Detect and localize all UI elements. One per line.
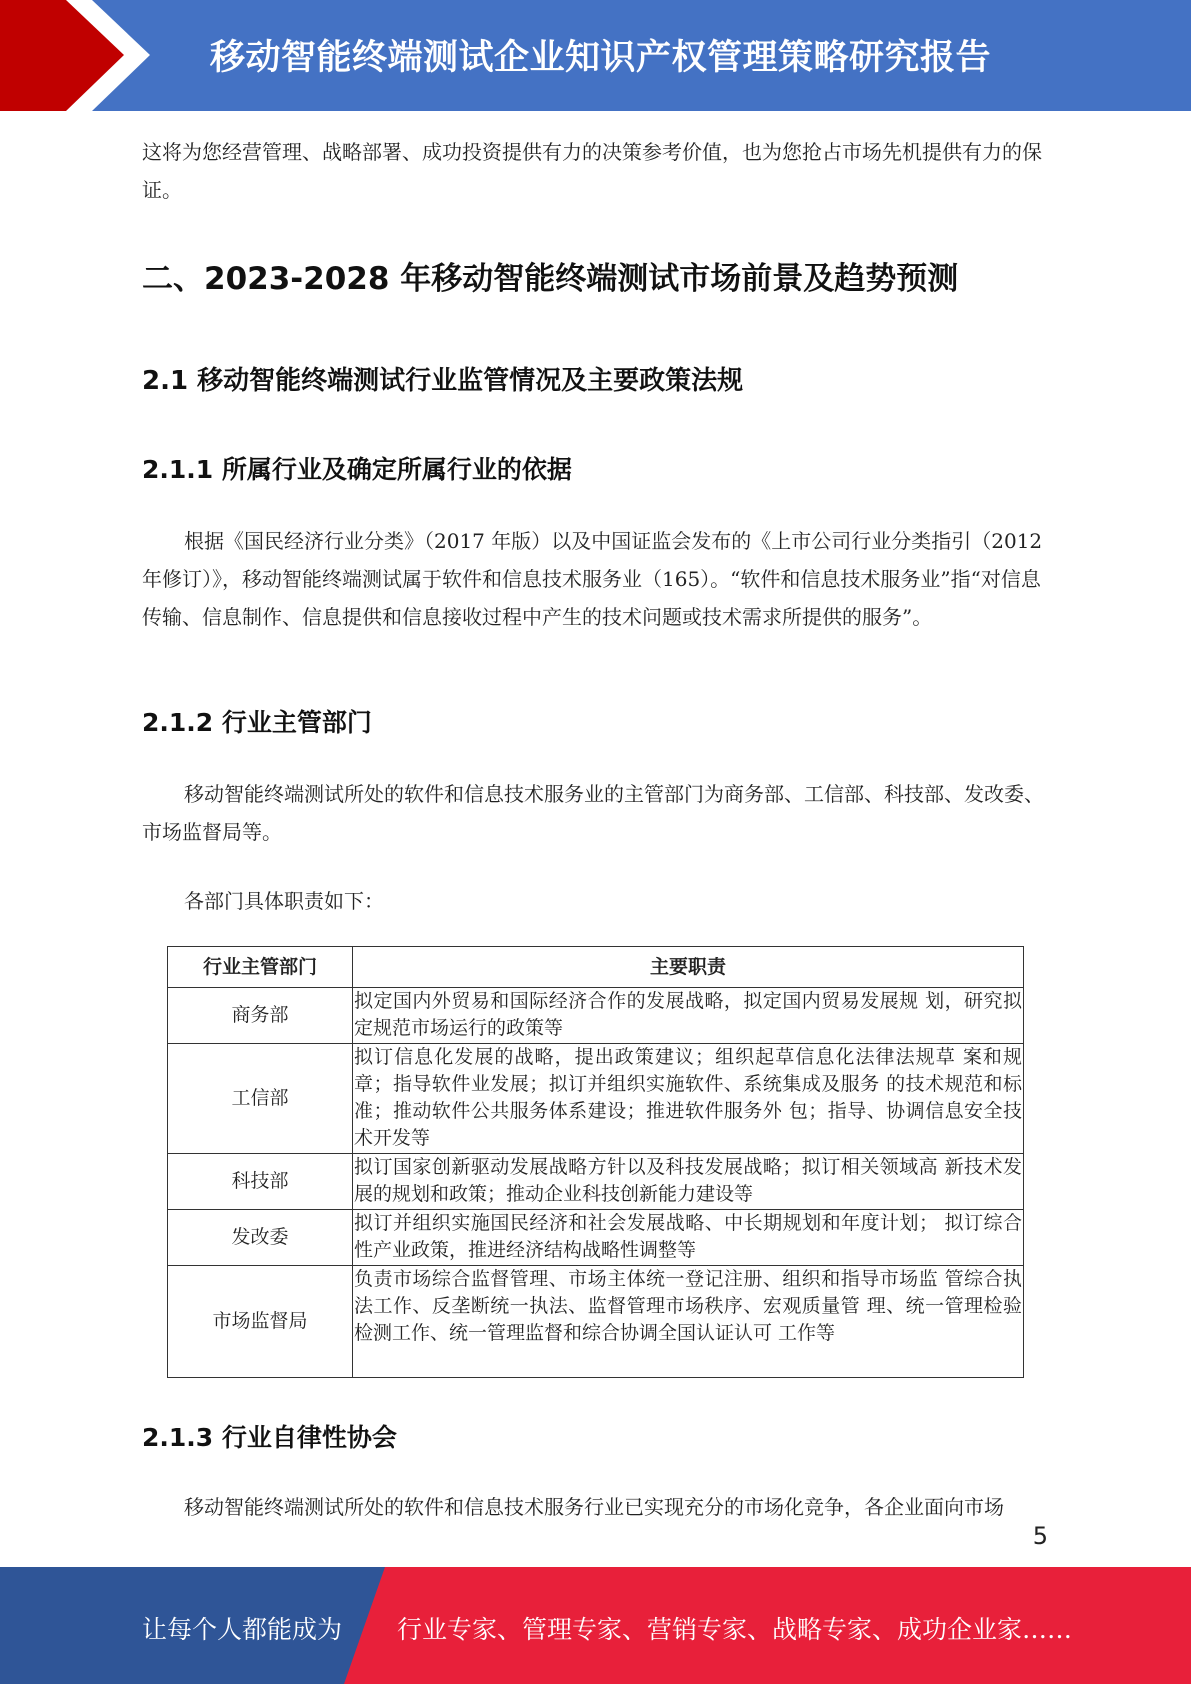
dept-cell: 发改委 xyxy=(168,1210,353,1266)
report-title: 移动智能终端测试企业知识产权管理策略研究报告 xyxy=(210,38,992,78)
page-footer xyxy=(0,1567,1191,1684)
table-row xyxy=(168,1044,1024,1154)
page-header xyxy=(0,0,1191,111)
duty-cell: 负责市场综合监督管理、市场主体统一登记注册、组织和指导市场监 管综合执法工作、反垄断统一执法、监督管理市场秩序、宏观质量管 理、统一管理检验检测工作、统一管理监督和综合协调全国认证认可 工作等 xyxy=(353,1266,1024,1378)
table-intro: 各部门具体职责如下： xyxy=(184,889,384,913)
table-header-row xyxy=(168,947,1024,988)
dept-cell: 科技部 xyxy=(168,1154,353,1210)
table-row xyxy=(168,1210,1024,1266)
section-2-heading: 二、2023-2028 年移动智能终端测试市场前景及趋势预测 xyxy=(142,261,959,297)
intro-paragraph: 这将为您经营管理、战略部署、成功投资提供有力的决策参考价值，也为您抢占市场先机提供有力的保证。 xyxy=(142,140,1042,202)
section-2-1-heading: 2.1 移动智能终端测试行业监管情况及主要政策法规 xyxy=(142,366,744,396)
page-number: 5 xyxy=(1032,1522,1048,1550)
duty-cell: 拟订国家创新驱动发展战略方针以及科技发展战略；拟订相关领域高 新技术发展的规划和政策；推动企业科技创新能力建设等 xyxy=(353,1154,1024,1210)
duty-cell: 拟订信息化发展的战略，提出政策建议；组织起草信息化法律法规草 案和规章；指导软件业发展；拟订并组织实施软件、系统集成及服务 的技术规范和标准；推动软件公共服务体系建设；推进软件服务外 包；指导、协调信息安全技术开发等 xyxy=(353,1044,1024,1154)
dept-cell: 市场监督局 xyxy=(168,1266,353,1378)
duty-cell: 拟订并组织实施国民经济和社会发展战略、中长期规划和年度计划； 拟订综合性产业政策，推进经济结构战略性调整等 xyxy=(353,1210,1024,1266)
section-2-1-2-heading: 2.1.2 行业主管部门 xyxy=(142,708,372,737)
table-header-duty: 主要职责 xyxy=(353,947,1024,988)
table-row xyxy=(168,1266,1024,1378)
table-header-dept: 行业主管部门 xyxy=(168,947,353,988)
table-row xyxy=(168,988,1024,1044)
section-2-1-3-paragraph: 移动智能终端测试所处的软件和信息技术服务行业已实现充分的市场化竞争，各企业面向市场 xyxy=(184,1495,1004,1519)
table-row xyxy=(168,1154,1024,1210)
section-2-1-1-paragraph: 根据《国民经济行业分类》（2017 年版）以及中国证监会发布的《上市公司行业分类指引（2012 年修订）》，移动智能终端测试属于软件和信息技术服务业（165）。“软件和信息技术服务业”指“对信息传输、信息制作、信息提供和信息接收过程中产生的技术问题或技术需求所提供的服务”。 xyxy=(142,529,1043,629)
dept-cell: 工信部 xyxy=(168,1044,353,1154)
footer-slogan-left: 让每个人都能成为 xyxy=(142,1615,343,1644)
duty-cell: 拟定国内外贸易和国际经济合作的发展战略，拟定国内贸易发展规 划，研究拟定规范市场运行的政策等 xyxy=(353,988,1024,1044)
section-2-1-2-paragraph: 移动智能终端测试所处的软件和信息技术服务业的主管部门为商务部、工信部、科技部、发改委、市场监督局等。 xyxy=(142,782,1044,844)
section-2-1-3-heading: 2.1.3 行业自律性协会 xyxy=(142,1423,397,1452)
footer-slogan-right: 行业专家、管理专家、营销专家、战略专家、成功企业家…… xyxy=(397,1615,1073,1644)
section-2-1-1-heading: 2.1.1 所属行业及确定所属行业的依据 xyxy=(142,455,572,484)
department-duties-table xyxy=(167,946,1024,1378)
dept-cell: 商务部 xyxy=(168,988,353,1044)
